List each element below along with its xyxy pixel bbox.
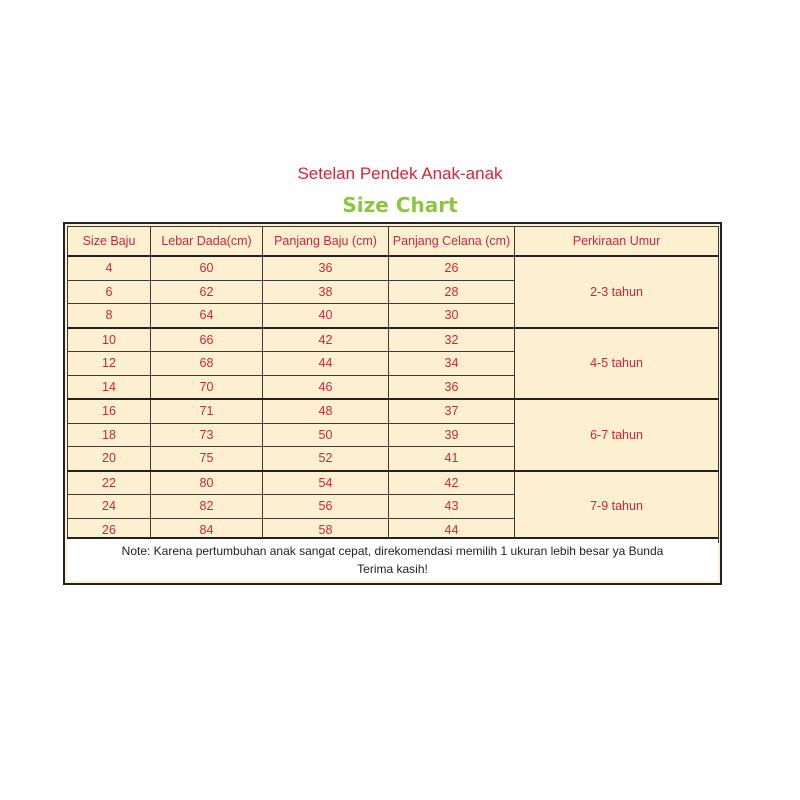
size-baju-cell: 16: [68, 399, 151, 423]
header-panjang-baju: Panjang Baju (cm): [263, 227, 389, 257]
panjang-baju-cell: 48: [263, 399, 389, 423]
panjang-celana-cell: 44: [389, 518, 515, 542]
lebar-dada-cell: 80: [151, 471, 263, 495]
panjang-celana-cell: 26: [389, 256, 515, 280]
size-baju-cell: 20: [68, 447, 151, 471]
panjang-celana-cell: 34: [389, 352, 515, 376]
size-baju-cell: 4: [68, 256, 151, 280]
panjang-celana-cell: 30: [389, 304, 515, 328]
age-group-cell: 4-5 tahun: [515, 328, 719, 400]
age-group-cell: 7-9 tahun: [515, 471, 719, 543]
lebar-dada-cell: 60: [151, 256, 263, 280]
size-baju-cell: 8: [68, 304, 151, 328]
note-line-2: Terima kasih!: [357, 562, 428, 576]
table-body: [68, 256, 719, 542]
panjang-baju-cell: 38: [263, 280, 389, 304]
panjang-baju-cell: 58: [263, 518, 389, 542]
size-baju-cell: 14: [68, 375, 151, 399]
panjang-baju-cell: 56: [263, 495, 389, 519]
table-row: [68, 256, 719, 280]
panjang-celana-cell: 36: [389, 375, 515, 399]
age-group-cell: 6-7 tahun: [515, 399, 719, 471]
note-box: [67, 537, 718, 581]
panjang-baju-cell: 52: [263, 447, 389, 471]
table-row: [68, 399, 719, 423]
lebar-dada-cell: 62: [151, 280, 263, 304]
lebar-dada-cell: 71: [151, 399, 263, 423]
panjang-celana-cell: 37: [389, 399, 515, 423]
lebar-dada-cell: 66: [151, 328, 263, 352]
header-perkiraan-umur: Perkiraan Umur: [515, 227, 719, 257]
table-row: [68, 328, 719, 352]
table-header-row: [68, 227, 719, 257]
panjang-baju-cell: 44: [263, 352, 389, 376]
lebar-dada-cell: 64: [151, 304, 263, 328]
chart-title: Setelan Pendek Anak-anak: [297, 164, 503, 183]
size-baju-cell: 10: [68, 328, 151, 352]
panjang-celana-cell: 39: [389, 423, 515, 447]
lebar-dada-cell: 84: [151, 518, 263, 542]
panjang-baju-cell: 42: [263, 328, 389, 352]
lebar-dada-cell: 73: [151, 423, 263, 447]
panjang-baju-cell: 50: [263, 423, 389, 447]
size-baju-cell: 18: [68, 423, 151, 447]
size-baju-cell: 22: [68, 471, 151, 495]
header-panjang-celana: Panjang Celana (cm): [389, 227, 515, 257]
lebar-dada-cell: 82: [151, 495, 263, 519]
panjang-baju-cell: 40: [263, 304, 389, 328]
header-size-baju: Size Baju: [68, 227, 151, 257]
chart-subtitle: Size Chart: [342, 193, 458, 217]
header-lebar-dada: Lebar Dada(cm): [151, 227, 263, 257]
panjang-celana-cell: 43: [389, 495, 515, 519]
panjang-celana-cell: 42: [389, 471, 515, 495]
panjang-baju-cell: 54: [263, 471, 389, 495]
panjang-baju-cell: 46: [263, 375, 389, 399]
table-row: [68, 471, 719, 495]
size-baju-cell: 26: [68, 518, 151, 542]
size-baju-cell: 24: [68, 495, 151, 519]
size-chart-frame: [63, 222, 722, 585]
lebar-dada-cell: 75: [151, 447, 263, 471]
size-baju-cell: 12: [68, 352, 151, 376]
lebar-dada-cell: 68: [151, 352, 263, 376]
note-line-1: Note: Karena pertumbuhan anak sangat cepat, direkomendasi memilih 1 ukuran lebih besar ya Bunda: [121, 544, 664, 558]
panjang-celana-cell: 32: [389, 328, 515, 352]
panjang-baju-cell: 36: [263, 256, 389, 280]
size-baju-cell: 6: [68, 280, 151, 304]
age-group-cell: 2-3 tahun: [515, 256, 719, 328]
lebar-dada-cell: 70: [151, 375, 263, 399]
panjang-celana-cell: 28: [389, 280, 515, 304]
panjang-celana-cell: 41: [389, 447, 515, 471]
size-chart-table: [67, 226, 719, 543]
